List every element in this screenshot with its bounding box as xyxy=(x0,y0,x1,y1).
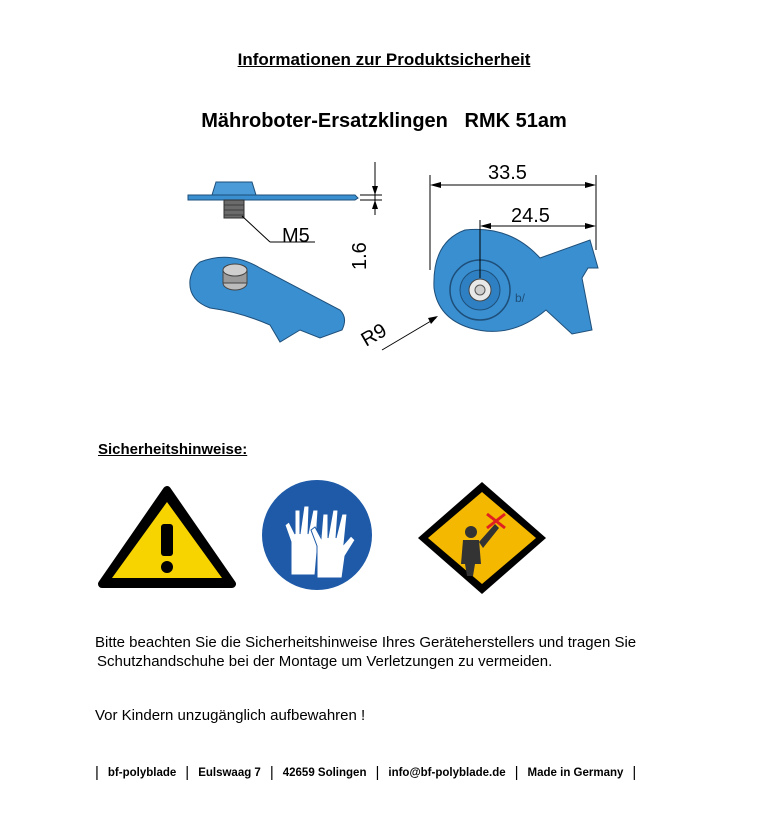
thread-dimension: M5 xyxy=(282,225,310,247)
safety-pictograms xyxy=(95,480,555,595)
footer-city: 42659 Solingen xyxy=(282,766,367,779)
footer-separator: | xyxy=(375,764,380,781)
warning-triangle-icon xyxy=(102,490,232,584)
safety-heading: Sicherheitshinweise: xyxy=(98,441,248,458)
page-title: Informationen zur Produktsicherheit xyxy=(237,50,531,69)
safety-instructions-line-2: Schutzhandschuhe bei der Montage um Verletzungen zu vermeiden. xyxy=(97,653,553,670)
no-hands-near-blade-icon xyxy=(418,482,546,594)
footer-separator: | xyxy=(514,764,519,781)
footer-separator: | xyxy=(269,764,274,781)
thickness-dimension: 1.6 xyxy=(349,242,371,270)
safety-instructions-line-1: Bitte beachten Sie die Sicherheitshinweise Ihres Geräteherstellers und tragen Sie xyxy=(95,634,637,651)
blade-side-view xyxy=(188,182,358,218)
blade-top-view xyxy=(434,229,598,334)
hole-to-tip-dimension: 24.5 xyxy=(511,205,550,227)
footer xyxy=(95,764,645,781)
footer-separator: | xyxy=(185,764,190,781)
blade-isometric-view xyxy=(190,257,345,342)
footer-email: info@bf-polyblade.de xyxy=(388,766,506,779)
footer-separator: | xyxy=(95,764,99,781)
gloves-required-icon xyxy=(262,480,372,590)
svg-text:b/: b/ xyxy=(515,291,526,305)
footer-company: bf-polyblade xyxy=(107,766,177,779)
safety-instructions xyxy=(95,633,735,671)
technical-drawing xyxy=(170,150,610,365)
radius-dimension: R9 xyxy=(357,319,391,352)
footer-street: Eulswaag 7 xyxy=(198,766,261,779)
overall-length-dimension: 33.5 xyxy=(488,162,527,184)
footer-origin: Made in Germany xyxy=(527,766,624,779)
footer-separator: | xyxy=(632,764,637,781)
children-warning: Vor Kindern unzugänglich aufbewahren ! xyxy=(95,707,366,724)
product-title: Mähroboter-Ersatzklingen RMK 51am xyxy=(201,110,567,132)
